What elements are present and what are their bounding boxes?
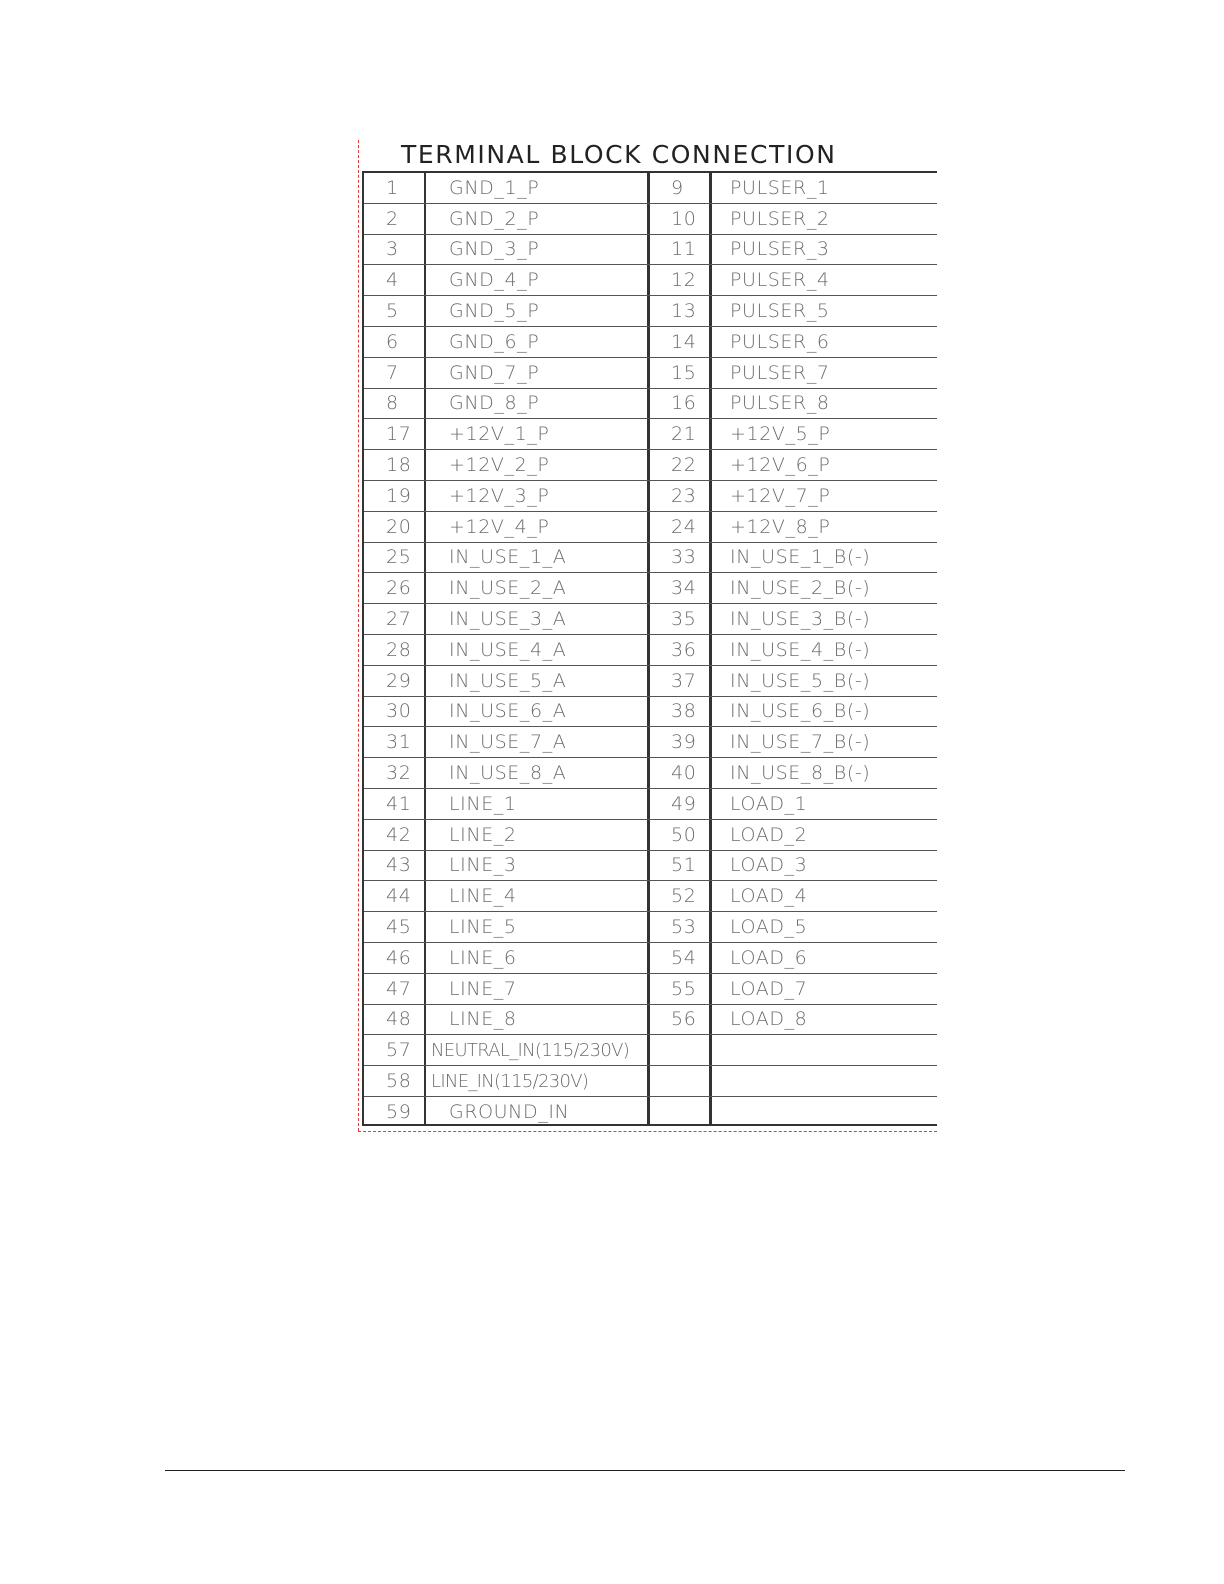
terminal-number: 42 — [386, 823, 412, 846]
signal-name: IN_USE_8_B(-) — [730, 762, 871, 785]
terminal-number: 24 — [671, 515, 697, 538]
terminal-number: 27 — [386, 608, 412, 631]
terminal-number: 21 — [671, 423, 697, 446]
signal-name: PULSER_1 — [730, 176, 830, 199]
terminal-number: 14 — [671, 330, 697, 353]
table-row — [364, 851, 937, 882]
terminal-number: 5 — [386, 300, 399, 323]
terminal-number: 31 — [386, 731, 412, 754]
terminal-number: 53 — [671, 916, 697, 939]
signal-name: LINE_IN(115/230V) — [431, 1070, 589, 1092]
signal-name: +12V_2_P — [449, 454, 550, 477]
terminal-block-drawing — [355, 138, 937, 1134]
table-row — [364, 604, 937, 635]
terminal-number: 32 — [386, 762, 412, 785]
signal-name: IN_USE_8_A — [449, 762, 567, 785]
signal-name: +12V_8_P — [730, 515, 831, 538]
signal-name: GND_8_P — [449, 392, 540, 415]
table-row — [364, 389, 937, 420]
terminal-number: 52 — [671, 885, 697, 908]
terminal-number: 4 — [386, 269, 399, 292]
table-row — [364, 419, 937, 450]
signal-name: IN_USE_7_B(-) — [730, 731, 871, 754]
table-row — [364, 1005, 937, 1036]
signal-name: LINE_4 — [449, 885, 517, 908]
table-row — [364, 1035, 937, 1066]
table-row — [364, 697, 937, 728]
signal-name: LOAD_4 — [730, 885, 808, 908]
terminal-number: 41 — [386, 792, 412, 815]
terminal-number: 3 — [386, 238, 399, 261]
terminal-number: 35 — [671, 608, 697, 631]
signal-name: GND_6_P — [449, 330, 540, 353]
signal-name: GND_5_P — [449, 300, 540, 323]
terminal-number: 43 — [386, 854, 412, 877]
signal-name: GND_3_P — [449, 238, 540, 261]
terminal-number: 25 — [386, 546, 412, 569]
table-row — [364, 820, 937, 851]
signal-name: IN_USE_1_A — [449, 546, 567, 569]
signal-name: LINE_1 — [449, 792, 517, 815]
table-row — [364, 265, 937, 296]
terminal-number: 38 — [671, 700, 697, 723]
terminal-number: 8 — [386, 392, 399, 415]
terminal-number: 58 — [386, 1070, 412, 1093]
signal-name: +12V_4_P — [449, 515, 550, 538]
drawing-border-left — [358, 140, 359, 1131]
signal-name: IN_USE_4_B(-) — [730, 638, 871, 661]
signal-name: LOAD_7 — [730, 977, 808, 1000]
signal-name: +12V_7_P — [730, 484, 831, 507]
signal-name: +12V_6_P — [730, 454, 831, 477]
terminal-number: 17 — [386, 423, 412, 446]
terminal-number: 19 — [386, 484, 412, 507]
terminal-number: 22 — [671, 454, 697, 477]
signal-name: NEUTRAL_IN(115/230V) — [431, 1039, 630, 1061]
signal-name: LOAD_3 — [730, 854, 808, 877]
terminal-number: 51 — [671, 854, 697, 877]
signal-name: LOAD_6 — [730, 946, 808, 969]
signal-name: LINE_7 — [449, 977, 517, 1000]
terminal-number: 18 — [386, 454, 412, 477]
signal-name: LINE_2 — [449, 823, 517, 846]
terminal-number: 1 — [386, 176, 399, 199]
signal-name: IN_USE_6_B(-) — [730, 700, 871, 723]
table-row — [364, 912, 937, 943]
signal-name: +12V_5_P — [730, 423, 831, 446]
terminal-number: 23 — [671, 484, 697, 507]
table-row — [364, 512, 937, 543]
table-row — [364, 450, 937, 481]
table-row — [364, 1066, 937, 1097]
terminal-number: 36 — [671, 638, 697, 661]
terminal-number: 55 — [671, 977, 697, 1000]
signal-name: LINE_8 — [449, 1008, 517, 1031]
terminal-number: 16 — [671, 392, 697, 415]
terminal-number: 7 — [386, 361, 399, 384]
table-row — [364, 173, 937, 204]
terminal-number: 49 — [671, 792, 697, 815]
table-row — [364, 789, 937, 820]
terminal-number: 59 — [386, 1101, 412, 1124]
terminal-block-table — [362, 171, 937, 1126]
terminal-number: 56 — [671, 1008, 697, 1031]
signal-name: +12V_3_P — [449, 484, 550, 507]
table-row — [364, 1097, 937, 1128]
terminal-number: 2 — [386, 207, 399, 230]
signal-name: IN_USE_7_A — [449, 731, 567, 754]
signal-name: PULSER_8 — [730, 392, 830, 415]
table-row — [364, 204, 937, 235]
signal-name: LOAD_8 — [730, 1008, 808, 1031]
table-row — [364, 727, 937, 758]
signal-name: LINE_3 — [449, 854, 517, 877]
terminal-number: 10 — [671, 207, 697, 230]
terminal-number: 26 — [386, 577, 412, 600]
signal-name: IN_USE_1_B(-) — [730, 546, 871, 569]
signal-name: PULSER_6 — [730, 330, 830, 353]
signal-name: GND_7_P — [449, 361, 540, 384]
terminal-number: 44 — [386, 885, 412, 908]
signal-name: PULSER_5 — [730, 300, 830, 323]
terminal-number: 50 — [671, 823, 697, 846]
terminal-number: 13 — [671, 300, 697, 323]
table-row — [364, 327, 937, 358]
footer-rule — [165, 1470, 1125, 1471]
signal-name: IN_USE_2_A — [449, 577, 567, 600]
table-row — [364, 358, 937, 389]
signal-name: IN_USE_3_A — [449, 608, 567, 631]
terminal-number: 34 — [671, 577, 697, 600]
drawing-border-bottom — [358, 1131, 937, 1132]
signal-name: GND_2_P — [449, 207, 540, 230]
signal-name: LOAD_1 — [730, 792, 808, 815]
table-row — [364, 635, 937, 666]
signal-name: PULSER_7 — [730, 361, 830, 384]
table-row — [364, 666, 937, 697]
terminal-number: 6 — [386, 330, 399, 353]
terminal-number: 46 — [386, 946, 412, 969]
signal-name: PULSER_2 — [730, 207, 830, 230]
terminal-number: 57 — [386, 1039, 412, 1062]
terminal-number: 48 — [386, 1008, 412, 1031]
table-row — [364, 573, 937, 604]
signal-name: GROUND_IN — [449, 1101, 570, 1124]
signal-name: PULSER_3 — [730, 238, 830, 261]
terminal-number: 29 — [386, 669, 412, 692]
terminal-number: 47 — [386, 977, 412, 1000]
terminal-number: 9 — [671, 176, 684, 199]
terminal-number: 28 — [386, 638, 412, 661]
terminal-number: 11 — [671, 238, 697, 261]
table-title: TERMINAL BLOCK CONNECTION — [401, 140, 837, 169]
signal-name: IN_USE_4_A — [449, 638, 567, 661]
signal-name: LOAD_2 — [730, 823, 808, 846]
terminal-number: 40 — [671, 762, 697, 785]
terminal-number: 54 — [671, 946, 697, 969]
table-row — [364, 481, 937, 512]
signal-name: LOAD_5 — [730, 916, 808, 939]
signal-name: GND_1_P — [449, 176, 540, 199]
signal-name: IN_USE_2_B(-) — [730, 577, 871, 600]
terminal-number: 37 — [671, 669, 697, 692]
terminal-number: 30 — [386, 700, 412, 723]
table-row — [364, 758, 937, 789]
signal-name: +12V_1_P — [449, 423, 550, 446]
signal-name: PULSER_4 — [730, 269, 830, 292]
signal-name: LINE_6 — [449, 946, 517, 969]
terminal-number: 45 — [386, 916, 412, 939]
signal-name: GND_4_P — [449, 269, 540, 292]
table-row — [364, 543, 937, 574]
terminal-number: 33 — [671, 546, 697, 569]
terminal-number: 15 — [671, 361, 697, 384]
table-row — [364, 296, 937, 327]
signal-name: LINE_5 — [449, 916, 517, 939]
signal-name: IN_USE_5_A — [449, 669, 567, 692]
signal-name: IN_USE_6_A — [449, 700, 567, 723]
table-row — [364, 943, 937, 974]
signal-name: IN_USE_5_B(-) — [730, 669, 871, 692]
table-row — [364, 974, 937, 1005]
signal-name: IN_USE_3_B(-) — [730, 608, 871, 631]
terminal-number: 20 — [386, 515, 412, 538]
table-row — [364, 235, 937, 266]
terminal-number: 39 — [671, 731, 697, 754]
table-row — [364, 881, 937, 912]
terminal-number: 12 — [671, 269, 697, 292]
